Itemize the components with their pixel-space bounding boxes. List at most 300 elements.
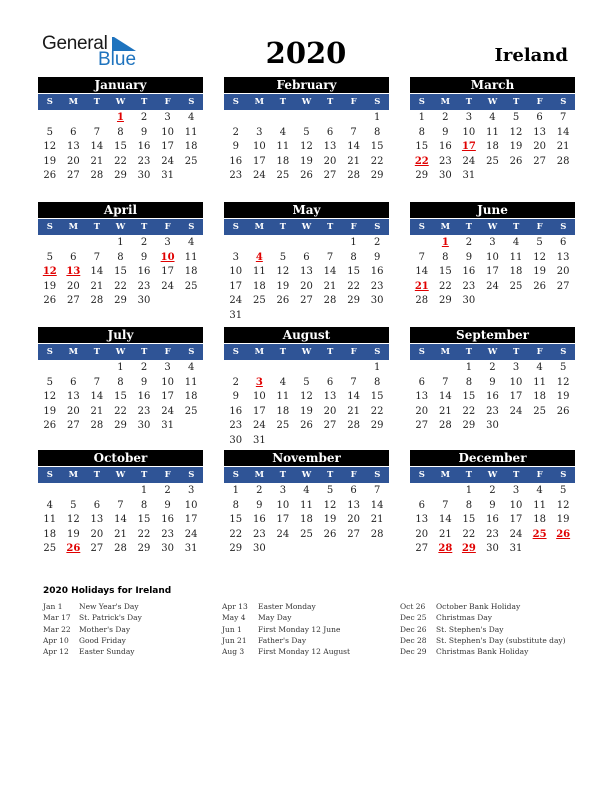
day-cell: 23	[137, 405, 151, 417]
day-cell: 7	[442, 376, 449, 388]
day-cell: 17	[161, 391, 174, 402]
day-cell: 25	[184, 155, 198, 167]
weekday-label: T	[326, 222, 334, 232]
weekday-label: T	[279, 347, 287, 357]
month-june	[410, 202, 575, 309]
day-cell: 2	[232, 126, 239, 138]
day-cell: 29	[462, 420, 476, 431]
day-cell: 24	[252, 420, 266, 431]
weekday-label: F	[350, 347, 357, 357]
day-cell: 16	[137, 141, 151, 152]
day-cell: 22	[347, 280, 360, 292]
day-cell: 3	[164, 237, 171, 248]
day-cell: 7	[418, 251, 425, 263]
empty-cell	[248, 236, 272, 251]
day-cell: 30	[137, 170, 151, 181]
day-cell: 4	[489, 112, 496, 123]
weekday-label: M	[254, 222, 265, 232]
month-title: May	[224, 202, 389, 219]
holiday-name: St. Stephen's Day	[436, 624, 504, 634]
day-cell: 14	[370, 499, 384, 511]
country-title: Ireland	[494, 45, 568, 66]
day-grid	[410, 236, 575, 309]
empty-cell	[271, 361, 295, 376]
day-grid	[38, 484, 203, 557]
weekday-header	[410, 344, 575, 360]
month-december	[410, 450, 575, 557]
day-cell: 2	[373, 237, 381, 248]
day-cell: 19	[66, 528, 80, 540]
day-cell: 14	[556, 126, 570, 138]
day-cell: 23	[370, 280, 384, 292]
day-cell: 23	[486, 405, 499, 417]
day-cell: 26	[43, 420, 57, 431]
weekday-label: S	[374, 347, 381, 357]
holiday-name: May Day	[258, 613, 292, 623]
day-cell: 5	[46, 376, 53, 388]
empty-cell	[38, 236, 62, 251]
day-cell: 20	[347, 514, 360, 525]
day-cell: 13	[347, 499, 360, 511]
day-cell: 16	[229, 155, 243, 167]
weekday-header	[410, 467, 575, 483]
weekday-label: W	[115, 470, 126, 480]
month-title: October	[38, 450, 203, 467]
day-cell: 12	[300, 391, 313, 402]
day-cell: 10	[184, 499, 198, 511]
day-cell: 9	[140, 126, 148, 138]
weekday-label: T	[140, 347, 148, 357]
day-cell: 14	[90, 266, 104, 277]
weekday-label: F	[164, 347, 171, 357]
day-cell: 18	[252, 280, 266, 292]
day-cell: 20	[415, 528, 429, 540]
day-cell: 7	[559, 112, 567, 123]
day-cell: 30	[486, 543, 499, 554]
day-cell: 20	[66, 155, 80, 167]
day-cell: 7	[442, 499, 449, 511]
day-cell: 3	[512, 362, 520, 373]
month-title: June	[410, 202, 575, 219]
day-cell: 27	[533, 155, 546, 167]
holiday-date: Jun 21	[222, 635, 247, 645]
month-title: September	[410, 327, 575, 344]
day-cell: 18	[184, 391, 198, 402]
weekday-header	[38, 344, 203, 360]
month-title: January	[38, 77, 203, 94]
day-cell: 31	[161, 420, 174, 431]
day-cell: 1	[465, 362, 473, 373]
weekday-label: S	[374, 222, 381, 232]
weekday-label: T	[465, 222, 473, 232]
day-cell: 4	[279, 126, 287, 138]
holidays-title: 2020 Holidays for Ireland	[43, 586, 172, 596]
holiday-row	[400, 612, 566, 623]
weekday-label: W	[115, 97, 126, 107]
day-cell: 6	[70, 126, 77, 138]
day-cell: 28	[556, 155, 570, 167]
day-grid	[224, 236, 389, 323]
day-cell: 19	[43, 280, 57, 292]
day-cell: 10	[229, 266, 243, 277]
day-cell: 30	[486, 420, 499, 431]
weekday-label: W	[487, 347, 498, 357]
day-cell: 29	[370, 420, 384, 431]
day-cell: 22	[462, 528, 476, 540]
day-cell: 20	[90, 528, 104, 540]
holiday-day-cell: 1	[116, 112, 124, 123]
day-cell: 21	[90, 155, 104, 167]
weekday-label: T	[93, 222, 101, 232]
weekday-label: W	[487, 97, 498, 107]
weekday-label: T	[326, 470, 334, 480]
weekday-label: S	[46, 97, 53, 107]
weekday-label: S	[418, 470, 425, 480]
day-cell: 2	[442, 112, 449, 123]
day-cell: 15	[462, 514, 476, 525]
day-cell: 3	[465, 112, 473, 123]
month-may	[224, 202, 389, 323]
day-cell: 9	[489, 499, 496, 511]
day-cell: 28	[370, 528, 384, 540]
holiday-day-cell: 22	[414, 155, 429, 167]
day-cell: 28	[438, 420, 452, 431]
day-cell: 18	[300, 514, 313, 525]
day-cell: 30	[137, 295, 151, 306]
day-cell: 11	[509, 251, 523, 263]
day-grid	[410, 361, 575, 434]
day-cell: 20	[66, 405, 80, 417]
holiday-row	[222, 612, 350, 623]
weekday-label: T	[326, 347, 334, 357]
day-cell: 1	[350, 237, 357, 248]
day-cell: 24	[509, 528, 523, 540]
day-cell: 23	[462, 280, 476, 292]
weekday-label: F	[536, 97, 543, 107]
day-cell: 24	[161, 155, 174, 167]
day-cell: 10	[486, 251, 499, 263]
holiday-name: October Bank Holiday	[436, 602, 521, 611]
weekday-label: M	[254, 470, 265, 480]
day-cell: 5	[559, 485, 567, 496]
day-cell: 29	[370, 170, 384, 181]
day-cell: 8	[117, 251, 124, 263]
holidays-column	[222, 601, 350, 657]
day-cell: 21	[438, 405, 452, 417]
holiday-name: First Monday 12 June	[258, 624, 341, 634]
month-october	[38, 450, 203, 557]
day-cell: 29	[438, 295, 452, 306]
day-cell: 19	[300, 405, 313, 417]
day-cell: 2	[489, 485, 496, 496]
weekday-label: T	[93, 97, 101, 107]
day-cell: 21	[370, 514, 384, 525]
holiday-name: Christmas Day	[436, 613, 492, 623]
day-cell: 11	[533, 499, 546, 511]
day-cell: 15	[462, 391, 476, 402]
month-september	[410, 327, 575, 434]
day-cell: 21	[347, 155, 360, 167]
day-cell: 3	[232, 251, 239, 263]
day-cell: 19	[43, 155, 57, 167]
day-cell: 13	[533, 126, 546, 138]
day-cell: 7	[93, 376, 101, 388]
month-title: July	[38, 327, 203, 344]
day-cell: 2	[489, 362, 496, 373]
day-cell: 16	[438, 141, 452, 152]
day-cell: 14	[114, 514, 127, 525]
day-cell: 16	[137, 391, 151, 402]
day-cell: 24	[229, 295, 243, 306]
weekday-label: W	[487, 222, 498, 232]
weekday-header	[224, 94, 389, 110]
weekday-label: T	[512, 470, 520, 480]
day-cell: 11	[486, 126, 499, 138]
day-cell: 26	[276, 295, 290, 306]
day-cell: 30	[161, 543, 174, 554]
weekday-label: S	[232, 97, 239, 107]
day-cell: 14	[415, 266, 429, 277]
weekday-label: F	[164, 97, 171, 107]
holiday-row	[43, 612, 142, 623]
day-cell: 12	[276, 266, 290, 277]
day-cell: 21	[90, 405, 104, 417]
weekday-label: M	[440, 222, 451, 232]
calendar-year-title: 2020	[265, 36, 347, 70]
day-cell: 7	[326, 251, 334, 263]
day-cell: 18	[509, 266, 523, 277]
day-cell: 17	[184, 514, 198, 525]
day-cell: 3	[279, 485, 287, 496]
day-cell: 15	[370, 141, 384, 152]
day-cell: 4	[187, 362, 195, 373]
empty-cell	[295, 361, 319, 376]
day-cell: 2	[232, 376, 239, 388]
day-cell: 29	[137, 543, 151, 554]
holiday-day-cell: 3	[255, 376, 263, 388]
day-cell: 9	[373, 251, 381, 263]
day-cell: 17	[509, 514, 523, 525]
day-cell: 8	[140, 499, 148, 511]
day-cell: 22	[114, 155, 127, 167]
holiday-day-cell: 25	[532, 528, 547, 540]
day-cell: 17	[276, 514, 290, 525]
holiday-row	[400, 646, 566, 657]
day-cell: 12	[323, 499, 337, 511]
weekday-header	[410, 94, 575, 110]
day-cell: 23	[137, 280, 151, 292]
day-cell: 15	[114, 266, 127, 277]
day-cell: 20	[66, 280, 80, 292]
day-cell: 5	[303, 376, 310, 388]
month-title: March	[410, 77, 575, 94]
logo-text-general: General	[42, 33, 108, 54]
day-grid	[38, 111, 203, 184]
weekday-label: F	[536, 347, 543, 357]
day-cell: 5	[279, 251, 287, 263]
holiday-day-cell: 12	[42, 266, 57, 277]
day-cell: 31	[252, 434, 266, 446]
empty-cell	[85, 484, 109, 499]
day-cell: 29	[114, 420, 127, 431]
empty-cell	[410, 484, 434, 499]
holiday-date: Dec 25	[400, 613, 427, 623]
day-cell: 8	[442, 251, 449, 263]
day-cell: 25	[300, 528, 313, 540]
day-cell: 8	[117, 376, 124, 388]
day-cell: 14	[323, 266, 337, 277]
day-cell: 16	[370, 266, 384, 277]
day-cell: 5	[303, 126, 310, 138]
day-cell: 17	[161, 141, 174, 152]
day-cell: 19	[556, 514, 570, 525]
empty-cell	[318, 111, 342, 126]
day-cell: 23	[252, 528, 266, 540]
day-cell: 19	[556, 391, 570, 402]
day-cell: 30	[252, 543, 266, 554]
day-cell: 11	[533, 376, 546, 388]
day-cell: 22	[114, 280, 127, 292]
weekday-label: W	[115, 222, 126, 232]
day-cell: 18	[276, 155, 290, 167]
holidays-column	[400, 601, 566, 657]
weekday-label: W	[301, 470, 312, 480]
day-cell: 13	[300, 266, 313, 277]
day-cell: 14	[90, 141, 104, 152]
day-cell: 17	[161, 266, 174, 277]
day-grid	[410, 484, 575, 557]
empty-cell	[248, 361, 272, 376]
month-title: November	[224, 450, 389, 467]
day-cell: 29	[114, 295, 127, 306]
day-cell: 29	[415, 170, 429, 181]
day-cell: 8	[232, 499, 239, 511]
holiday-date: Apr 10	[43, 635, 69, 645]
day-cell: 15	[370, 391, 384, 402]
day-cell: 15	[114, 391, 127, 402]
holiday-name: Good Friday	[79, 635, 126, 645]
holiday-day-cell: 17	[461, 141, 476, 152]
day-cell: 1	[117, 237, 124, 248]
day-cell: 8	[465, 499, 473, 511]
holiday-row	[222, 624, 350, 635]
holiday-date: Mar 22	[43, 624, 71, 634]
weekday-label: S	[232, 222, 239, 232]
weekday-label: T	[512, 347, 520, 357]
weekday-label: W	[301, 347, 312, 357]
day-cell: 8	[418, 126, 425, 138]
day-cell: 13	[556, 251, 570, 263]
holiday-name: Easter Monday	[258, 602, 316, 611]
day-cell: 18	[533, 391, 546, 402]
day-cell: 6	[418, 376, 425, 388]
day-cell: 14	[438, 391, 452, 402]
day-cell: 5	[326, 485, 334, 496]
holiday-day-cell: 13	[66, 266, 81, 277]
weekday-header	[38, 94, 203, 110]
day-cell: 24	[252, 170, 266, 181]
day-cell: 3	[512, 485, 520, 496]
holiday-name: St. Patrick's Day	[79, 613, 142, 623]
day-cell: 24	[509, 405, 523, 417]
weekday-label: T	[279, 470, 287, 480]
empty-cell	[62, 484, 86, 499]
month-title: February	[224, 77, 389, 94]
month-title: December	[410, 450, 575, 467]
empty-cell	[318, 361, 342, 376]
day-cell: 17	[252, 405, 266, 417]
weekday-header	[224, 467, 389, 483]
weekday-label: S	[46, 222, 53, 232]
day-cell: 17	[229, 280, 243, 292]
weekday-label: M	[68, 470, 79, 480]
weekday-label: S	[418, 347, 425, 357]
day-cell: 6	[559, 237, 567, 248]
day-cell: 11	[276, 391, 290, 402]
day-cell: 14	[347, 141, 360, 152]
holiday-row	[400, 635, 566, 646]
day-cell: 11	[252, 266, 266, 277]
empty-cell	[62, 361, 86, 376]
day-cell: 16	[462, 266, 476, 277]
holiday-row	[222, 601, 350, 612]
holiday-row	[222, 646, 350, 657]
weekday-label: M	[68, 347, 79, 357]
day-cell: 25	[276, 420, 290, 431]
day-cell: 21	[90, 280, 104, 292]
day-cell: 8	[117, 126, 124, 138]
day-cell: 27	[556, 280, 570, 292]
day-cell: 26	[300, 420, 313, 431]
weekday-header	[38, 219, 203, 235]
holiday-date: Dec 29	[400, 647, 427, 657]
day-cell: 18	[184, 141, 198, 152]
day-cell: 31	[509, 543, 523, 554]
weekday-label: T	[279, 222, 287, 232]
day-cell: 13	[66, 391, 80, 402]
day-cell: 16	[486, 391, 499, 402]
weekday-label: F	[164, 222, 171, 232]
day-cell: 13	[415, 391, 429, 402]
day-cell: 30	[462, 295, 476, 306]
day-grid	[38, 361, 203, 434]
day-cell: 2	[140, 362, 148, 373]
month-title: April	[38, 202, 203, 219]
weekday-header	[38, 467, 203, 483]
day-cell: 19	[300, 155, 313, 167]
day-cell: 16	[486, 514, 499, 525]
holiday-day-cell: 1	[441, 237, 449, 248]
day-cell: 18	[533, 514, 546, 525]
weekday-label: S	[374, 470, 381, 480]
day-cell: 22	[438, 280, 452, 292]
day-cell: 1	[373, 112, 381, 123]
empty-cell	[224, 111, 248, 126]
empty-cell	[295, 236, 319, 251]
day-grid	[38, 236, 203, 309]
day-cell: 6	[303, 251, 310, 263]
holiday-name: Christmas Bank Holiday	[436, 647, 529, 657]
day-cell: 2	[465, 237, 473, 248]
weekday-label: T	[140, 470, 148, 480]
holiday-row	[43, 646, 142, 657]
day-cell: 9	[140, 376, 148, 388]
day-cell: 20	[323, 405, 337, 417]
day-cell: 27	[323, 170, 337, 181]
day-cell: 3	[164, 112, 171, 123]
day-cell: 27	[66, 295, 80, 306]
weekday-label: M	[254, 347, 265, 357]
